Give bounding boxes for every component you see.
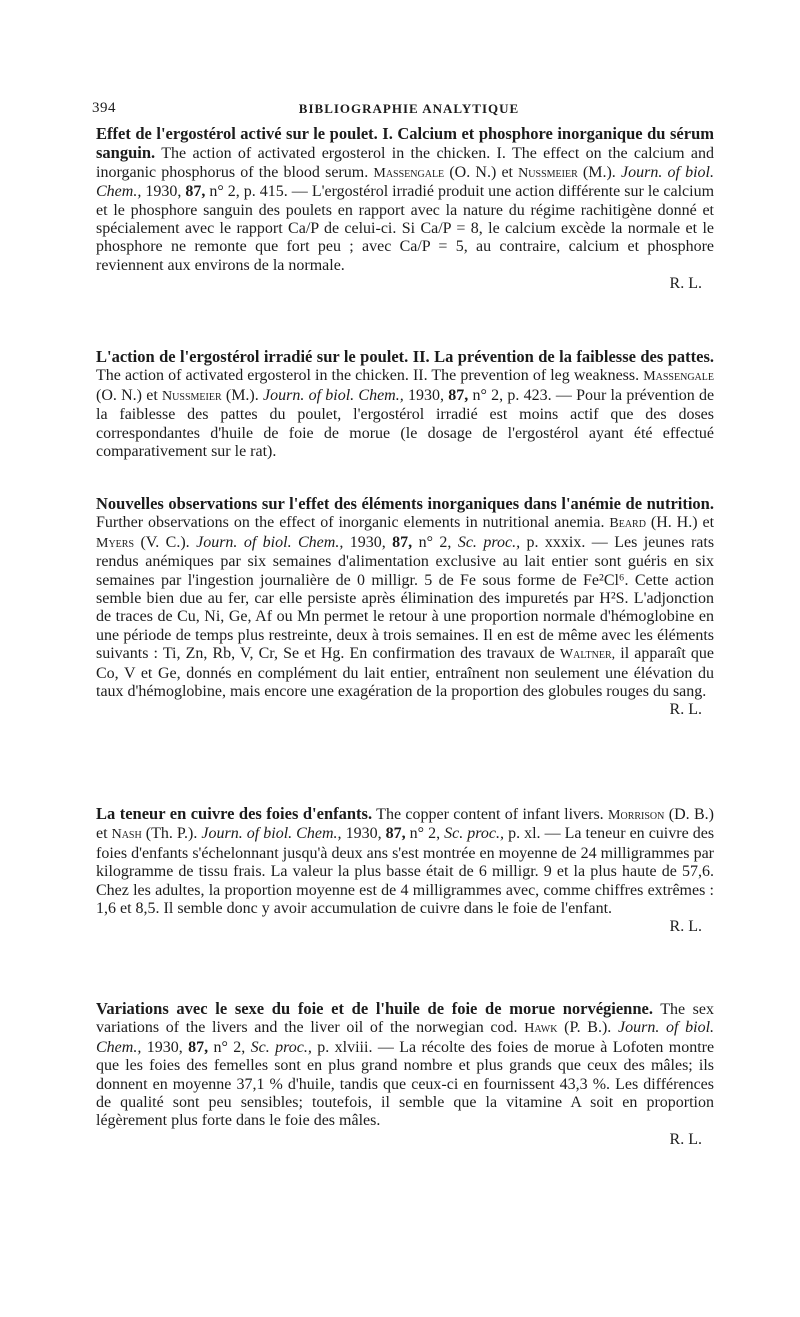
entry-issue: n° 2, [213, 1038, 246, 1056]
entry-author: Waltner, [559, 647, 616, 663]
entry-pages: p. xxxix. — [526, 533, 608, 551]
entry-year: 1930, [407, 386, 444, 404]
entry-author: Hawk [524, 1021, 558, 1037]
entry-signature: R. L. [669, 275, 702, 293]
entry-volume: 87, [448, 386, 469, 404]
entry-body: L'ergostérol irradié produit une action différente sur le calcium et le phosphore sanguin des poulets en rapport avec la nature du régime rachitigène donné et spécialement avec le rapport Ca/P de celui-ci. Si Ca/P = 8, le calcium excède la normale et le phosphore ne remonte que fort peu ; avec Ca/P = 5, au contraire, calcium et phosphore reviennent aux environs de la normale. [96, 183, 715, 274]
abstract-entry [96, 1000, 714, 1149]
entry-title: La teneur en cuivre des foies d'enfants. [96, 804, 373, 823]
entry-volume: 87, [185, 183, 206, 201]
entry-body-continued: il apparaît que Co, V et Ge, donnés en complément du lait entier, entraînent non seulement une élévation du taux d'hémoglobine, mais encore une exagération de la proportion des globules rouges du sang. [96, 645, 715, 701]
entry-volume: 87, [385, 825, 406, 843]
entry-pages: p. xl. — [508, 825, 561, 843]
entry-year: 1930, [345, 825, 382, 843]
entry-author: Nussmeier [162, 388, 222, 404]
entry-author-initials: (O. N.) et [96, 386, 158, 404]
abstract-entry [96, 805, 714, 937]
entry-author: Nussmeier [518, 165, 578, 181]
entry-author-initials: (O. N.) et [449, 163, 513, 181]
entry-volume: 87, [188, 1038, 209, 1056]
entry-author: Nash [111, 827, 142, 843]
entry-author: Massengale [373, 165, 445, 181]
entry-signature: R. L. [669, 918, 702, 936]
entry-body: La récolte des foies de morue à Lofoten montre que les foies des femelles sont en plus grand nombre et plus grands que ceux des mâles; ils donnent en moyenne 37,1 % d'huile, tandis que ceux-ci en fournissent 43,3 %. Les différences de qualité sont peu sensibles; toutefois, il semble que la vitamine A soit en proportion légèrement plus forte dans le foie des mâles. [96, 1038, 715, 1130]
entry-author-initials: (M.). [582, 163, 616, 181]
entry-author-initials: (Th. P.). [145, 825, 198, 843]
entry-title: Nouvelles observations sur l'effet des éléments inorganiques dans l'anémie de nutrition. [96, 494, 714, 513]
entry-journal: Journ. of biol. Chem., [96, 163, 714, 201]
entry-supplement: Sc. proc., [250, 1038, 312, 1056]
entry-author: Massengale [643, 369, 714, 385]
entry-title: Effet de l'ergostérol activé sur le poulet. I. Calcium et phosphore inorganique du sérum sanguin. [96, 124, 714, 163]
entry-year: 1930, [146, 1038, 183, 1056]
entry-year: 1930, [349, 533, 386, 551]
abstract-entry [96, 495, 714, 720]
entry-author-initials: (V. C.). [140, 533, 190, 551]
entry-author: Morrison [608, 808, 665, 823]
entry-supplement: Sc. proc., [444, 825, 505, 843]
entry-author-initials: (H. H.) et [650, 514, 715, 532]
page-number: 394 [92, 100, 116, 116]
entry-body: La teneur en cuivre des foies d'enfants s'échelonnant jusqu'à deux ans s'est montrée en moyenne de 24 milligrammes par kilogramme de tissu frais. La valeur la plus basse était de 6 milligr. 9 et la plus haute de 57,6. Chez les adultes, la proportion moyenne est de 4 milligrammes avec, comme chiffres extrêmes : 1,6 et 8,5. Il semble donc y avoir accumulation de cuivre dans le foie de l'enfant. [96, 825, 715, 918]
page-header [92, 100, 726, 122]
entry-journal: Journ. of biol. Chem., [263, 386, 404, 404]
entry-volume: 87, [392, 533, 413, 551]
entry-translation: Further observations on the effect of inorganic elements in nutritional anemia. [96, 514, 605, 532]
entry-translation: The action of activated ergosterol in the chicken. II. The prevention of leg weakness. [96, 367, 640, 385]
entry-translation: The action of activated ergosterol in the chicken. I. The effect on the calcium and inorganic phosphorus of the blood serum. [96, 145, 714, 181]
entry-supplement: Sc. proc., [457, 533, 521, 551]
entry-issue: n° 2, [409, 825, 441, 843]
entry-issue: n° 2, [418, 533, 452, 551]
entry-journal: Journ. of biol. Chem., [196, 533, 344, 551]
entry-pages: n° 2, p. 415. — [209, 183, 308, 201]
entry-author-initials: (D. B.) et [96, 806, 714, 843]
entry-title: Variations avec le sexe du foie et de l'huile de foie de morue norvégienne. [96, 999, 653, 1018]
entry-author-initials: (M.). [225, 386, 259, 404]
entry-title: L'action de l'ergostérol irradié sur le poulet. II. La prévention de la faiblesse des pattes. [96, 347, 714, 366]
entry-author: Beard [609, 516, 646, 532]
abstract-entry [96, 125, 714, 294]
abstract-entry [96, 348, 714, 461]
entry-signature: R. L. [669, 701, 702, 719]
entry-translation: The copper content of infant livers. [376, 806, 604, 823]
entry-body: Les jeunes rats rendus anémiques par six semaines d'alimentation exclusive au lait entier sont guéris en six semaines par l'ingestion journalière de 0 milligr. 5 de Fe sous forme de Fe²Cl⁶. Cette action semble bien due au fer, car elle persiste après élimination des impuretés par H²S. L'adjonction de traces de Cu, Ni, Ge, Af ou Mn permet le retour à une proportion normale d'hémoglobine en une période de temps plus restreinte, deux à trois semaines. Il en est de même avec les éléments suivants : Ti, Zn, Rb, V, Cr, Se et Hg. En confirmation des travaux de [96, 533, 715, 663]
entry-year: 1930, [145, 183, 182, 201]
entry-translation: The sex variations of the livers and the liver oil of the norwegian cod. [96, 1001, 715, 1037]
entry-author-initials: (P. B.). [564, 1019, 612, 1037]
running-title: BIBLIOGRAPHIE ANALYTIQUE [298, 101, 520, 116]
entry-journal: Journ. of biol. Chem., [201, 825, 342, 843]
entry-pages: n° 2, p. 423. — [472, 386, 572, 404]
entry-author: Myers [96, 535, 135, 551]
entry-signature: R. L. [669, 1130, 702, 1148]
entry-pages: p. xlviii. — [317, 1038, 394, 1056]
entry-body: Pour la prévention de la faiblesse des pattes du poulet, l'ergostérol irradié est moins actif que des doses correspondantes d'huile de foie de morue (le dosage de l'ergostérol ayant été effectué comparativement sur le rat). [96, 386, 715, 461]
entry-journal: Journ. of biol. Chem., [96, 1019, 715, 1056]
